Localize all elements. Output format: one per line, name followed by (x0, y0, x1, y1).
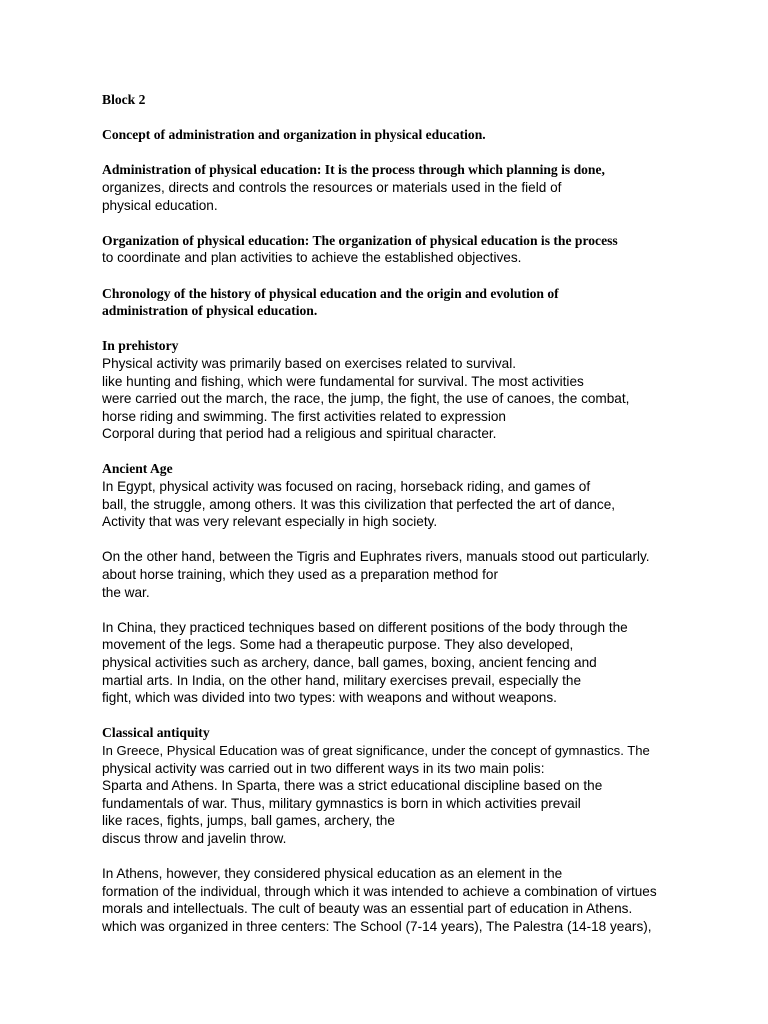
administration-definition-line: physical education. (102, 197, 218, 213)
spacer (102, 848, 702, 866)
prehistory-line: were carried out the march, the race, the jump, the fight, the use of canoes, the combat, (102, 391, 630, 407)
block-title: Block 2 (102, 92, 146, 107)
greece-line: physical activity was carried out in two different ways in its two main polis: (102, 760, 545, 776)
organization-definition-lead: Organization of physical education: The organization of physical education is the process (102, 232, 618, 248)
organization-definition-line: to coordinate and plan activities to achieve the established objectives. (102, 250, 522, 266)
greece-line: like races, fights, jumps, ball games, archery, the (102, 813, 395, 829)
china-line: movement of the legs. Some had a therapeutic purpose. They also developed, (102, 637, 574, 653)
china-line: fight, which was divided into two types: with weapons and without weapons. (102, 690, 557, 706)
administration-definition-lead: Administration of physical education: It is the process through which planning is done, (102, 162, 605, 178)
spacer (102, 320, 702, 338)
egypt-line: Activity that was very relevant especially in high society. (102, 514, 438, 530)
prehistory-line: Physical activity was primarily based on exercises related to survival. (102, 355, 517, 371)
spacer (102, 531, 702, 549)
spacer (102, 601, 702, 619)
athens-line: morals and intellectuals. The cult of beauty was an essential part of education in Athens. (102, 901, 633, 917)
concept-heading: Concept of administration and organization in physical education. (102, 127, 486, 143)
egypt-line: ball, the struggle, among others. It was this civilization that perfected the art of dance, (102, 496, 616, 512)
athens-line: formation of the individual, through which it was intended to achieve a combination of virtues (102, 883, 657, 899)
document-page (102, 91, 702, 936)
spacer (102, 144, 702, 162)
china-line: martial arts. In India, on the other hand, military exercises prevail, especially the (102, 672, 582, 688)
spacer (102, 707, 702, 725)
greece-line: Sparta and Athens. In Sparta, there was a strict educational discipline based on the (102, 778, 603, 794)
prehistory-line: Corporal during that period had a religious and spiritual character. (102, 426, 497, 442)
prehistory-heading: In prehistory (102, 338, 179, 354)
chronology-heading: Chronology of the history of physical education and the origin and evolution of (102, 285, 559, 301)
greece-line: discus throw and javelin throw. (102, 830, 287, 846)
prehistory-line: horse riding and swimming. The first activities related to expression (102, 408, 506, 424)
tigris-line: the war. (102, 584, 150, 600)
chronology-heading: administration of physical education. (102, 303, 318, 319)
greece-line: In Greece, Physical Education was of great significance, under the concept of gymnastics. The (102, 742, 650, 758)
prehistory-line: like hunting and fishing, which were fundamental for survival. The most activities (102, 373, 584, 389)
ancient-age-heading: Ancient Age (102, 461, 173, 477)
spacer (102, 443, 702, 461)
spacer (102, 109, 702, 127)
egypt-line: In Egypt, physical activity was focused on racing, horseback riding, and games of (102, 479, 591, 495)
athens-line: which was organized in three centers: The School (7-14 years), The Palestra (14-18 years), (102, 918, 652, 934)
athens-line: In Athens, however, they considered physical education as an element in the (102, 866, 563, 882)
china-line: physical activities such as archery, dance, ball games, boxing, ancient fencing and (102, 655, 597, 670)
spacer (102, 214, 702, 232)
tigris-line: about horse training, which they used as a preparation method for (102, 567, 498, 583)
spacer (102, 267, 702, 285)
administration-definition-line: organizes, directs and controls the resources or materials used in the field of (102, 179, 562, 195)
tigris-line: On the other hand, between the Tigris and Euphrates rivers, manuals stood out particularly. (102, 549, 650, 565)
greece-line: fundamentals of war. Thus, military gymnastics is born in which activities prevail (102, 795, 581, 811)
classical-antiquity-heading: Classical antiquity (102, 725, 210, 741)
china-line: In China, they practiced techniques based on different positions of the body through the (102, 619, 628, 635)
